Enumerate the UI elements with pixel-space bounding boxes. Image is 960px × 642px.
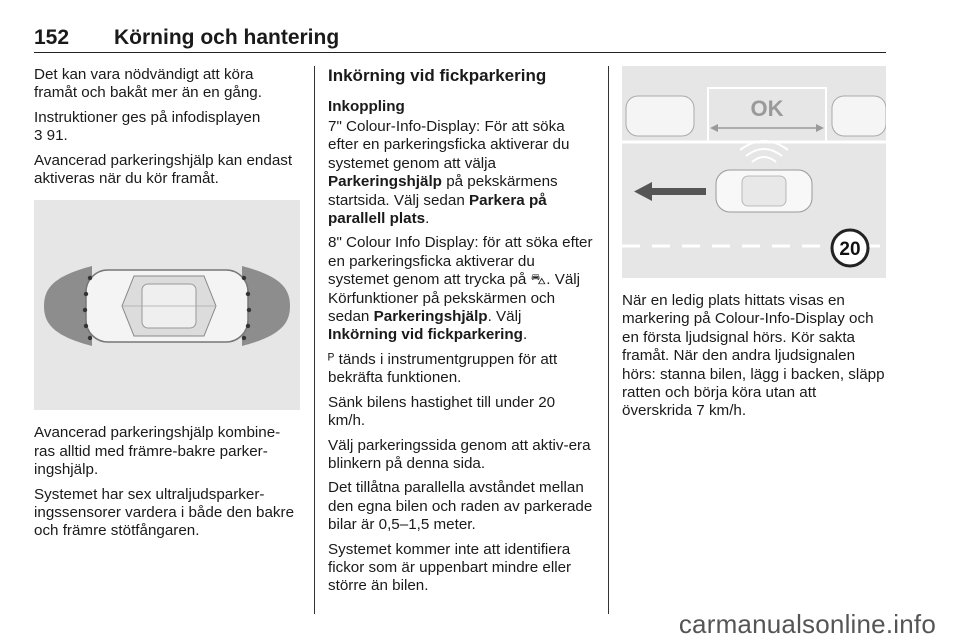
page-header bbox=[34, 20, 886, 53]
paragraph-text: . Välj bbox=[487, 308, 522, 326]
column-2 bbox=[328, 66, 594, 602]
paragraph: Välj parkeringssida genom att aktiv-era blinkern på denna sida. bbox=[328, 436, 591, 472]
paragraph-text: på pekskärmens startsida. Välj sedan bbox=[328, 173, 558, 209]
menu-term: Inkörning vid fickparkering bbox=[328, 326, 523, 344]
menu-term: Parkeringshjälp bbox=[373, 308, 488, 326]
paragraph: Sänk bilens hastighet till under 20 km/h. bbox=[328, 393, 556, 430]
paragraph: När en ledig plats hittats visas en markering på Colour-Info-Display och en första ljudsignal hörs. Kör sakta framåt. När den andra ljudsignalen hörs: stanna bilen, lägg i backen, släpp ratten och börja köra utan att överskrida 7 km/h. bbox=[622, 292, 885, 420]
page-number: 152 bbox=[34, 26, 70, 49]
punctuation: . bbox=[522, 326, 528, 344]
paragraph: Systemet har sex ultraljudsparker-ingssensorer vardera i både den bakre och främre stötfångaren. bbox=[34, 485, 295, 540]
paragraph bbox=[328, 234, 594, 344]
column-3 bbox=[622, 292, 888, 427]
paragraph-text: 8" Colour Info Display: för att söka efter en parkeringsficka aktiverar du systemet genom att trycka på bbox=[328, 234, 593, 289]
paragraph: Avancerad parkeringshjälp kombine-ras alltid med främre-bakre parker-ingshjälp. bbox=[34, 424, 281, 479]
sensor-coverage-illustration bbox=[34, 200, 300, 410]
parking-assist-icon: ⛍ bbox=[530, 271, 547, 289]
paragraph-text: 7" Colour-Info-Display: För att söka efter en parkeringsficka aktiverar du systemet genom att välja bbox=[328, 118, 570, 172]
menu-term: Parkeringshjälp bbox=[328, 173, 442, 191]
paragraph bbox=[34, 109, 300, 146]
paragraph: Det tillåtna parallella avståndet mellan den egna bilen och raden av parkerade bilar är 0,5–1,5 meter. bbox=[328, 479, 593, 534]
paragraph: Det kan vara nödvändigt att köra framåt och bakåt mer än en gång. bbox=[34, 66, 262, 102]
speed-sign-value: 20 bbox=[839, 239, 861, 260]
column-divider-1 bbox=[314, 66, 315, 614]
column-divider-2 bbox=[608, 66, 609, 614]
page-reference-link[interactable]: 3 91. bbox=[34, 127, 68, 145]
parking-indicator-icon: ᴾ bbox=[328, 350, 335, 368]
paragraph: Avancerad parkeringshjälp kan endast aktiveras när du kör framåt. bbox=[34, 151, 293, 188]
section-title: Inkörning vid fickparkering bbox=[328, 66, 547, 85]
section-subtitle: Inkoppling bbox=[328, 98, 405, 115]
paragraph bbox=[328, 118, 594, 228]
menu-term: Parkera på parallell plats bbox=[328, 191, 547, 228]
paragraph-text: . Välj Körfunktioner på pekskärmen och sedan bbox=[328, 271, 581, 326]
paragraph: Systemet kommer inte att identifiera fickor som är uppenbart mindre eller större än bilen. bbox=[328, 540, 572, 595]
paragraph-text: Instruktioner ges på infodisplayen bbox=[34, 108, 261, 126]
punctuation: . bbox=[425, 210, 430, 228]
column-1 bbox=[34, 66, 300, 547]
paragraph bbox=[328, 351, 594, 388]
parallel-parking-illustration bbox=[622, 66, 886, 278]
paragraph-text: tänds i instrumentgruppen för att bekräfta funktionen. bbox=[328, 350, 558, 387]
watermark[interactable]: carmanualsonline.info bbox=[678, 609, 936, 639]
ok-label: OK bbox=[750, 96, 784, 121]
chapter-title: Körning och hantering bbox=[114, 26, 340, 49]
